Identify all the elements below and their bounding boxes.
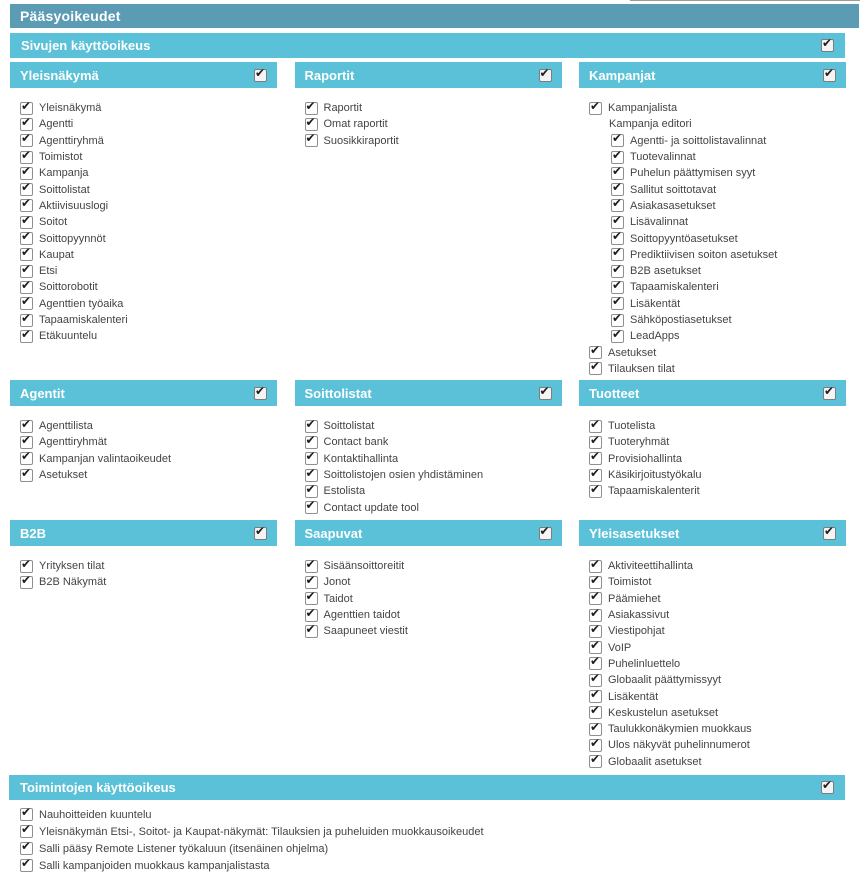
permission-item-label: Globaalit päättymissyyt: [608, 674, 722, 687]
permission-item-label: Soittopyynnöt: [39, 232, 106, 245]
permission-item: [579, 639, 846, 655]
panel-soittolistat: [295, 380, 562, 516]
permission-item: [10, 451, 277, 467]
permission-item: [10, 467, 277, 483]
permission-item-checkbox[interactable]: [20, 183, 33, 196]
permission-item-checkbox[interactable]: [589, 576, 602, 589]
permission-item-label: Päämiehet: [608, 592, 661, 605]
permission-item-checkbox[interactable]: [589, 657, 602, 670]
permission-item-checkbox[interactable]: [611, 330, 624, 343]
panel-soittolistat-select-all-checkbox[interactable]: [539, 387, 552, 400]
permission-item-label: Toimistot: [39, 151, 83, 164]
panel-saapuvat-select-all-checkbox[interactable]: [539, 527, 552, 540]
permission-item: [10, 296, 277, 312]
permission-item-label: Sähköpostiasetukset: [630, 314, 732, 326]
section-page-access-checkbox[interactable]: [821, 39, 834, 52]
panel-agentit-items: [10, 406, 277, 483]
permission-item-label: Keskustelun asetukset: [608, 706, 719, 719]
function-item-checkbox[interactable]: [20, 859, 33, 872]
permission-item-label: Etsi: [39, 265, 58, 278]
permission-item-label: Kampanja editori: [609, 118, 692, 131]
permission-item-label: Estolista: [323, 485, 366, 498]
panel-tuotteet: [579, 380, 846, 499]
permission-item-label: Raportit: [323, 102, 363, 115]
permission-item-checkbox[interactable]: [20, 216, 33, 229]
panel-soittolistat-title: Soittolistat: [304, 385, 372, 401]
permission-item-checkbox[interactable]: [305, 485, 318, 498]
permission-item-label: Yrityksen tilat: [39, 560, 105, 573]
permission-item-label: Jonot: [323, 576, 351, 589]
panel-tuotteet-items: [579, 406, 846, 499]
permission-item-label: Taidot: [323, 592, 353, 605]
permission-item-checkbox[interactable]: [305, 420, 318, 433]
permission-item: [579, 451, 846, 467]
permission-item-checkbox[interactable]: [589, 609, 602, 622]
permission-item: [295, 558, 562, 574]
permission-item: [579, 100, 846, 116]
panels-grid: [10, 62, 846, 770]
permission-item-checkbox[interactable]: [611, 265, 624, 278]
permission-item-label: Puhelinluettelo: [608, 657, 681, 670]
section-function-access-checkbox[interactable]: [821, 781, 834, 794]
permission-item: [579, 165, 846, 181]
permission-item-checkbox[interactable]: [20, 297, 33, 310]
permission-item: [579, 754, 846, 770]
permission-item: [10, 133, 277, 149]
permission-item-label: Asiakasasetukset: [630, 199, 716, 212]
permission-item-label: Puhelun päättymisen syyt: [630, 167, 756, 180]
permission-item-checkbox[interactable]: [20, 199, 33, 212]
permission-item-label: Käsikirjoitustyökalu: [608, 469, 702, 482]
permission-item-label: Soitot: [39, 216, 68, 229]
permission-item-checkbox[interactable]: [305, 436, 318, 449]
panel-raportit-header: [295, 62, 562, 88]
permission-item: [10, 434, 277, 450]
permission-item-checkbox[interactable]: [611, 232, 624, 245]
permission-item-checkbox[interactable]: [305, 452, 318, 465]
permission-item: [579, 214, 846, 230]
permission-item-checkbox[interactable]: [611, 183, 624, 196]
function-item: [10, 857, 484, 874]
panel-soittolistat-items: [295, 406, 562, 516]
panel-raportit-items: [295, 88, 562, 149]
permission-item: [579, 361, 846, 377]
permission-item: [579, 688, 846, 704]
permission-item-checkbox[interactable]: [20, 314, 33, 327]
panel-tuotteet-header: [579, 380, 846, 406]
permission-item-label: Etäkuuntelu: [39, 330, 98, 343]
permission-item: [579, 247, 846, 263]
permission-item-checkbox[interactable]: [611, 167, 624, 180]
permission-item-checkbox[interactable]: [20, 436, 33, 449]
permission-item-label: Agenttilista: [39, 420, 93, 433]
permission-item: [579, 312, 846, 328]
permission-item: [579, 737, 846, 753]
permission-item-label: Tilauksen tilat: [608, 362, 675, 375]
section-function-access: [9, 775, 845, 800]
panel-raportit-select-all-checkbox[interactable]: [539, 69, 552, 82]
panel-raportit: [295, 62, 562, 149]
permission-item-label: B2B Näkymät: [39, 576, 107, 589]
function-item-label: Nauhoitteiden kuuntelu: [39, 808, 152, 821]
permission-item: [579, 263, 846, 279]
panel-yleisnakyma-items: [10, 88, 277, 344]
permission-item-checkbox[interactable]: [305, 118, 318, 131]
permission-item-label: Provisiohallinta: [608, 452, 682, 465]
panel-b2b-select-all-checkbox[interactable]: [254, 527, 267, 540]
partial-element-above: [630, 0, 860, 1]
permission-item: [579, 418, 846, 434]
permission-item-label: Aktiviteettihallinta: [608, 560, 693, 573]
permission-item-checkbox[interactable]: [611, 151, 624, 164]
permission-item-label: Yleisnäkymä: [39, 102, 102, 115]
panel-tuotteet-title: Tuotteet: [589, 385, 640, 401]
permission-item-checkbox[interactable]: [611, 281, 624, 294]
permission-item-label: Soittopyyntöasetukset: [630, 232, 738, 245]
page-title-bar: [10, 4, 859, 28]
function-item-label: Yleisnäkymän Etsi-, Soitot- ja Kaupat-näkymät: Tilauksien ja puheluiden muokkausoikeudet: [39, 825, 484, 838]
permission-item: [579, 558, 846, 574]
panel-yleisnakyma: [10, 62, 277, 344]
permission-item-label: Toimistot: [608, 576, 652, 589]
panel-saapuvat-header: [295, 520, 562, 546]
panel-agentit: [10, 380, 277, 483]
permission-item-checkbox[interactable]: [305, 134, 318, 147]
permission-item: [579, 198, 846, 214]
permission-item-checkbox[interactable]: [305, 609, 318, 622]
permission-item-checkbox[interactable]: [611, 134, 624, 147]
permission-item-checkbox[interactable]: [20, 330, 33, 343]
permission-item-checkbox[interactable]: [589, 641, 602, 654]
permission-item-checkbox[interactable]: [589, 362, 602, 375]
page-title: Pääsyoikeudet: [20, 8, 121, 24]
permission-item-label: Kampanjalista: [608, 102, 678, 115]
permission-item-checkbox[interactable]: [20, 167, 33, 180]
panel-tuotteet-select-all-checkbox[interactable]: [823, 387, 836, 400]
permission-item-checkbox[interactable]: [611, 314, 624, 327]
function-item-label: Salli pääsy Remote Listener työkaluun (itsenäinen ohjelma): [39, 842, 329, 855]
permission-item: [10, 312, 277, 328]
permission-item-checkbox[interactable]: [20, 118, 33, 131]
permission-item: [10, 100, 277, 116]
permission-item-checkbox[interactable]: [305, 592, 318, 605]
permission-item: [579, 116, 846, 132]
function-item: [10, 806, 484, 823]
panel-saapuvat-title: Saapuvat: [304, 525, 363, 541]
permission-item: [10, 214, 277, 230]
function-item-checkbox[interactable]: [20, 808, 33, 821]
permission-item-label: Asiakassivut: [608, 609, 670, 622]
permission-item-label: Sisäänsoittoreitit: [323, 560, 405, 573]
panel-raportit-title: Raportit: [304, 67, 355, 83]
panel-agentit-header: [10, 380, 277, 406]
permission-item-label: Agenttien työaika: [39, 297, 124, 310]
permission-item: [579, 467, 846, 483]
permission-item: [579, 623, 846, 639]
permission-item-label: Ulos näkyvät puhelinnumerot: [608, 739, 750, 752]
permission-item-checkbox[interactable]: [305, 625, 318, 638]
permission-item: [579, 133, 846, 149]
permission-item-checkbox[interactable]: [305, 560, 318, 573]
permission-item: [10, 116, 277, 132]
permission-item-label: VoIP: [608, 641, 632, 654]
permission-item-checkbox[interactable]: [20, 560, 33, 573]
permission-item-label: Taulukkonäkymien muokkaus: [608, 723, 752, 736]
permission-item: [579, 705, 846, 721]
permission-item: [295, 591, 562, 607]
permission-item-checkbox[interactable]: [589, 420, 602, 433]
permission-item: [10, 198, 277, 214]
permission-item-checkbox[interactable]: [611, 297, 624, 310]
permission-item-label: Soittolistat: [323, 420, 375, 433]
permission-item: [10, 247, 277, 263]
permission-item-checkbox[interactable]: [589, 755, 602, 768]
permission-item-checkbox[interactable]: [589, 690, 602, 703]
permission-item-checkbox[interactable]: [589, 560, 602, 573]
panel-yleisnakyma-header: [10, 62, 277, 88]
permission-item: [579, 279, 846, 295]
permission-item: [295, 574, 562, 590]
permission-item-checkbox[interactable]: [589, 436, 602, 449]
permission-item-checkbox[interactable]: [589, 592, 602, 605]
permission-item-checkbox[interactable]: [20, 452, 33, 465]
permission-item-label: Viestipohjat: [608, 625, 665, 638]
permission-item: [579, 607, 846, 623]
permission-item: [579, 672, 846, 688]
permission-item-label: Agenttiryhmä: [39, 134, 104, 147]
permission-item-checkbox[interactable]: [589, 102, 602, 115]
permission-item: [10, 574, 277, 590]
panel-agentit-select-all-checkbox[interactable]: [254, 387, 267, 400]
permission-item: [295, 116, 562, 132]
panel-yleisnakyma-title: Yleisnäkymä: [20, 67, 99, 83]
permission-item: [295, 607, 562, 623]
permission-item: [10, 279, 277, 295]
permission-item-label: Soittolistojen osien yhdistäminen: [323, 469, 484, 482]
panel-soittolistat-header: [295, 380, 562, 406]
permission-item: [579, 344, 846, 360]
permission-item: [579, 230, 846, 246]
permission-item-label: Agenttiryhmät: [39, 436, 107, 449]
panel-yleisasetukset: [579, 520, 846, 770]
permission-item-checkbox[interactable]: [305, 576, 318, 589]
permission-item-label: Tapaamiskalenteri: [39, 314, 128, 326]
permission-item: [10, 263, 277, 279]
section-function-access-label: Toimintojen käyttöoikeus: [20, 780, 176, 795]
permission-item-label: Tuotevalinnat: [630, 151, 696, 164]
permission-item-checkbox[interactable]: [589, 674, 602, 687]
permission-item-checkbox[interactable]: [611, 216, 624, 229]
permission-item-label: Tapaamiskalenterit: [608, 485, 700, 498]
permission-item: [10, 418, 277, 434]
permission-item: [10, 558, 277, 574]
permission-item-checkbox[interactable]: [589, 346, 602, 359]
permission-item-checkbox[interactable]: [589, 485, 602, 498]
permission-item-label: Omat raportit: [323, 118, 388, 131]
permission-item-checkbox[interactable]: [305, 469, 318, 482]
permission-item-checkbox[interactable]: [20, 102, 33, 115]
panel-b2b: [10, 520, 277, 591]
permission-item: [579, 434, 846, 450]
permission-item-checkbox[interactable]: [20, 420, 33, 433]
permission-item: [579, 328, 846, 344]
permission-item: [579, 721, 846, 737]
permission-item-label: B2B asetukset: [630, 265, 701, 278]
permission-item-checkbox[interactable]: [589, 739, 602, 752]
permission-item-checkbox[interactable]: [20, 265, 33, 278]
panel-kampanjat-select-all-checkbox[interactable]: [823, 69, 836, 82]
permission-item-label: Soittolistat: [39, 183, 90, 196]
permission-item-checkbox[interactable]: [589, 723, 602, 736]
permission-item-checkbox[interactable]: [20, 469, 33, 482]
section-page-access: [10, 33, 845, 58]
permission-item-label: Lisäkentät: [608, 690, 659, 703]
permission-item-label: Kaupat: [39, 248, 74, 261]
function-item-label: Salli kampanjoiden muokkaus kampanjalistasta: [39, 859, 270, 872]
permission-item-label: Contact update tool: [323, 501, 419, 514]
panel-yleisasetukset-items: [579, 546, 846, 770]
permission-item-checkbox[interactable]: [305, 501, 318, 514]
permission-item: [10, 181, 277, 197]
permission-item-label: LeadApps: [630, 330, 680, 343]
permission-item: [295, 434, 562, 450]
panel-kampanjat: [579, 62, 846, 377]
permission-item-label: Saapuneet viestit: [323, 625, 408, 638]
panel-b2b-header: [10, 520, 277, 546]
permission-item-label: Soittorobotit: [39, 281, 98, 294]
panel-yleisasetukset-title: Yleisasetukset: [589, 525, 680, 541]
permission-item: [579, 296, 846, 312]
permission-item: [295, 100, 562, 116]
panel-saapuvat-items: [295, 546, 562, 639]
permission-item-label: Agenttien taidot: [323, 609, 400, 622]
permission-item-label: Aktiivisuuslogi: [39, 199, 109, 212]
function-item-checkbox[interactable]: [20, 825, 33, 838]
permission-item: [10, 165, 277, 181]
permission-item-label: Kampanja: [39, 167, 89, 180]
permission-item-label: Globaalit asetukset: [608, 755, 702, 768]
panel-kampanjat-items: [579, 88, 846, 377]
panel-saapuvat: [295, 520, 562, 639]
function-item: [10, 840, 484, 857]
panel-yleisnakyma-select-all-checkbox[interactable]: [254, 69, 267, 82]
permission-item-label: Lisävalinnat: [630, 216, 689, 229]
panel-yleisasetukset-header: [579, 520, 846, 546]
panel-yleisasetukset-select-all-checkbox[interactable]: [823, 527, 836, 540]
permission-item-label: Tuoteryhmät: [608, 436, 670, 449]
panel-kampanjat-header: [579, 62, 846, 88]
permission-item: [10, 149, 277, 165]
permission-item: [295, 499, 562, 515]
permission-item-label: Asetukset: [608, 346, 657, 359]
function-item: [10, 823, 484, 840]
permission-item: [579, 181, 846, 197]
permission-item: [295, 467, 562, 483]
panel-agentit-title: Agentit: [20, 385, 65, 401]
permission-item-checkbox[interactable]: [20, 232, 33, 245]
permission-item-label: Tapaamiskalenteri: [630, 281, 719, 294]
permission-item: [10, 328, 277, 344]
permission-item-checkbox[interactable]: [20, 134, 33, 147]
function-access-items: [10, 806, 484, 874]
permission-item-checkbox[interactable]: [589, 452, 602, 465]
permission-item-checkbox[interactable]: [20, 151, 33, 164]
panel-b2b-title: B2B: [20, 525, 47, 541]
permission-item: [579, 149, 846, 165]
permission-item-label: Kampanjan valintaoikeudet: [39, 452, 172, 465]
permission-item: [579, 656, 846, 672]
permission-item-label: Lisäkentät: [630, 297, 681, 310]
permission-item: [579, 574, 846, 590]
permission-item-label: Tuotelista: [608, 420, 656, 433]
permission-item-checkbox[interactable]: [305, 102, 318, 115]
permission-item-checkbox[interactable]: [589, 625, 602, 638]
permission-item: [10, 230, 277, 246]
permission-item-label: Contact bank: [323, 436, 389, 449]
permission-item-checkbox[interactable]: [589, 706, 602, 719]
permission-item-checkbox[interactable]: [20, 248, 33, 261]
permission-item: [295, 451, 562, 467]
permission-item: [579, 483, 846, 499]
permission-item-label: Agentti- ja soittolistavalinnat: [630, 134, 767, 147]
permission-item-label: Suosikkiraportit: [323, 134, 399, 147]
section-page-access-label: Sivujen käyttöoikeus: [21, 38, 151, 53]
permission-item-checkbox[interactable]: [589, 469, 602, 482]
permission-item-label: Agentti: [39, 118, 74, 131]
permission-item-checkbox[interactable]: [611, 248, 624, 261]
permission-item: [295, 133, 562, 149]
permission-item: [295, 483, 562, 499]
permission-item-label: Sallitut soittotavat: [630, 183, 717, 196]
permission-item: [295, 623, 562, 639]
panel-kampanjat-title: Kampanjat: [589, 67, 656, 83]
permission-item: [579, 591, 846, 607]
permission-item-label: Kontaktihallinta: [323, 452, 399, 465]
permission-item-checkbox[interactable]: [20, 576, 33, 589]
permission-item-checkbox[interactable]: [611, 199, 624, 212]
permission-item: [295, 418, 562, 434]
panel-b2b-items: [10, 546, 277, 591]
permission-item-label: Prediktiivisen soiton asetukset: [630, 248, 778, 261]
permission-item-label: Asetukset: [39, 469, 88, 482]
function-item-checkbox[interactable]: [20, 842, 33, 855]
permission-item-checkbox[interactable]: [20, 281, 33, 294]
